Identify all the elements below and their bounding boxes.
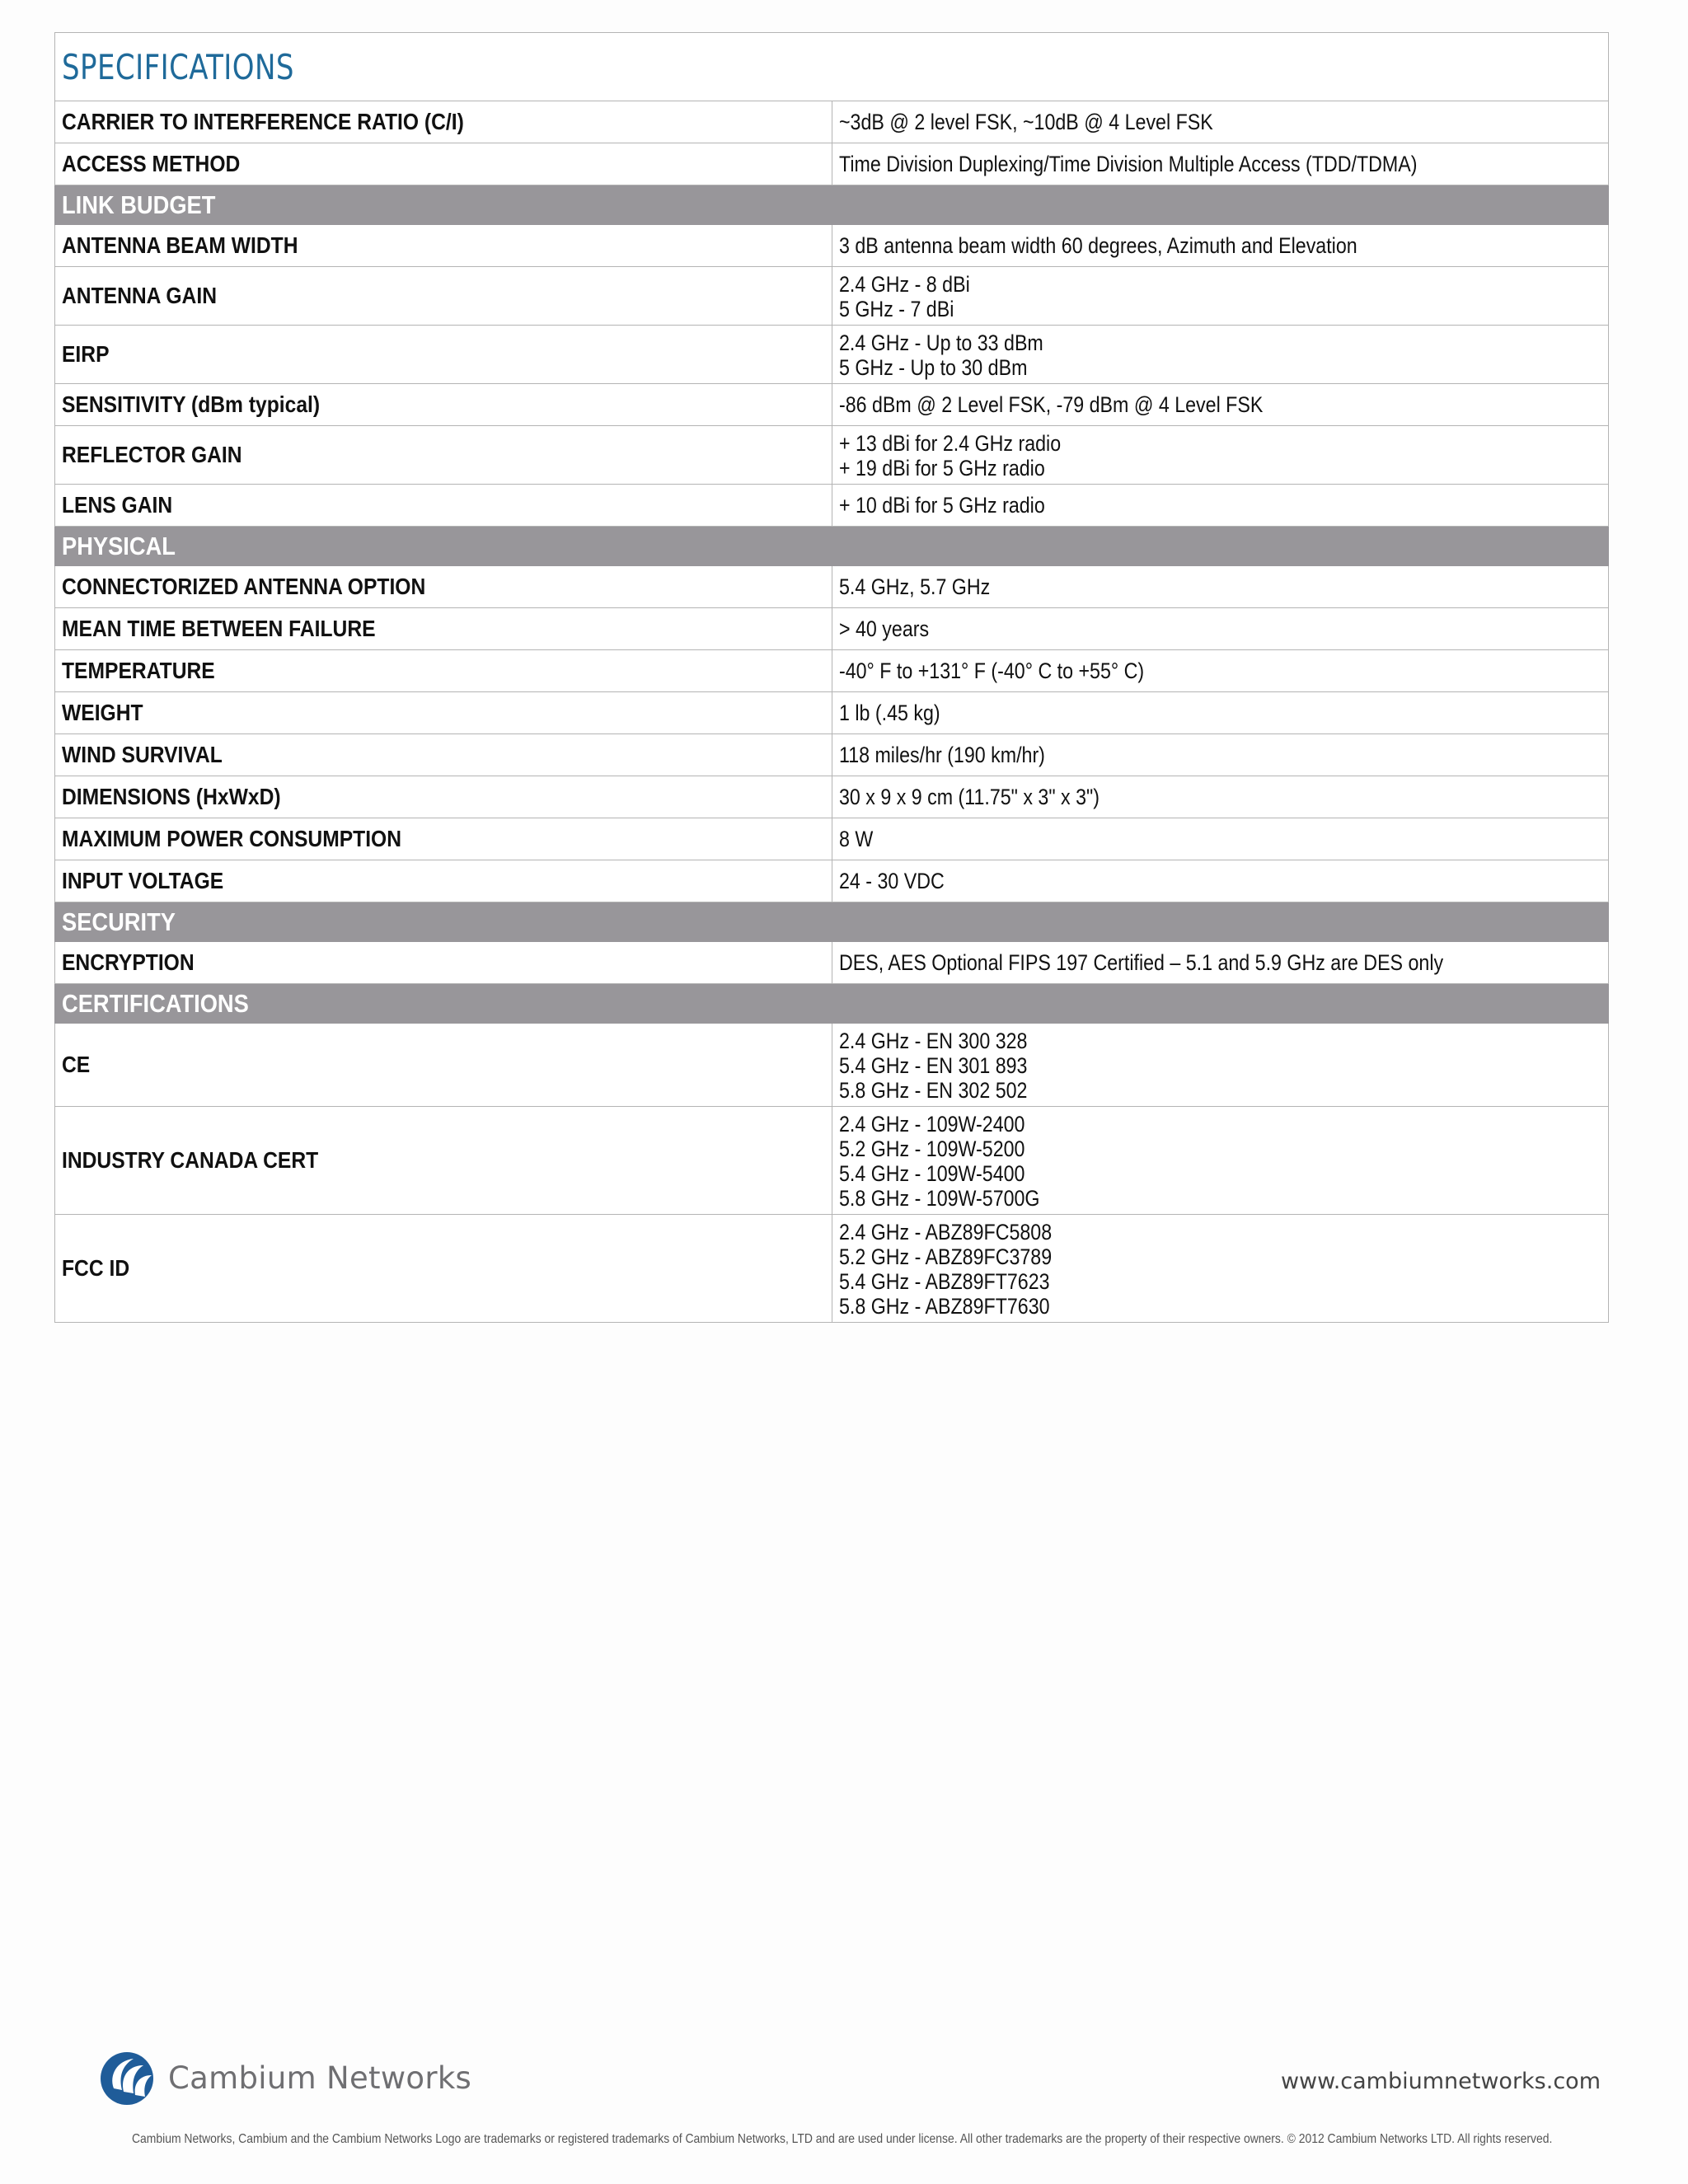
- spec-row-weight: [55, 692, 1609, 734]
- spec-row-lens-gain: [55, 485, 1609, 527]
- brand-name: Cambium Networks: [168, 2060, 472, 2096]
- spec-label-cell: [55, 818, 832, 860]
- spec-label: ENCRYPTION: [62, 949, 195, 975]
- spec-value-line: 5.8 GHz - ABZ89FT7630: [839, 1294, 1050, 1319]
- spec-value-cell: [832, 326, 1609, 384]
- spec-value-cell: [832, 101, 1609, 143]
- spec-value-cell: [832, 225, 1609, 267]
- spec-value-cell: [832, 650, 1609, 692]
- spec-label: CONNECTORIZED ANTENNA OPTION: [62, 574, 426, 599]
- section-header-cell: [55, 902, 1609, 942]
- spec-value: [839, 326, 1043, 383]
- spec-value: [839, 616, 929, 641]
- spec-label-cell: [55, 485, 832, 527]
- spec-value-line: 2.4 GHz - 109W-2400: [839, 1112, 1025, 1137]
- spec-label: ANTENNA GAIN: [62, 283, 217, 308]
- spec-label-cell: [55, 384, 832, 426]
- spec-label: DIMENSIONS (HxWxD): [62, 784, 281, 809]
- spec-value: [839, 1107, 1040, 1214]
- spec-value-line: DES, AES Optional FIPS 197 Certified – 5.1 and 5.9 GHz are DES only: [839, 950, 1444, 975]
- spec-label: INPUT VOLTAGE: [62, 868, 224, 893]
- spec-label-cell: [55, 608, 832, 650]
- spec-value-line: 5.8 GHz - 109W-5700G: [839, 1186, 1040, 1211]
- specifications-table: [54, 32, 1609, 1323]
- spec-value-line: 2.4 GHz - EN 300 328: [839, 1029, 1028, 1053]
- spec-value-line: 5 GHz - 7 dBi: [839, 297, 954, 321]
- section-heading: CERTIFICATIONS: [62, 988, 249, 1018]
- title-cell: [55, 33, 1609, 101]
- section-header-cell: [55, 527, 1609, 566]
- spec-value-cell: [832, 1024, 1609, 1107]
- spec-label: REFLECTOR GAIN: [62, 442, 242, 467]
- spec-value: [839, 152, 1417, 176]
- spec-label-cell: [55, 225, 832, 267]
- spec-value-cell: [832, 143, 1609, 185]
- spec-row-mean-time-between-failure: [55, 608, 1609, 650]
- spec-value-cell: [832, 860, 1609, 902]
- spec-label-cell: [55, 942, 832, 984]
- spec-value: [839, 869, 945, 893]
- spec-label: MAXIMUM POWER CONSUMPTION: [62, 826, 402, 851]
- spec-value-line: 5.4 GHz - ABZ89FT7623: [839, 1269, 1050, 1294]
- spec-value: [839, 267, 970, 325]
- spec-label-cell: [55, 566, 832, 608]
- spec-label: CE: [62, 1052, 91, 1077]
- spec-row-reflector-gain: [55, 426, 1609, 485]
- spec-label: LENS GAIN: [62, 492, 173, 518]
- spec-label-cell: [55, 692, 832, 734]
- spec-label: ACCESS METHOD: [62, 151, 241, 176]
- spec-value: [839, 493, 1045, 518]
- section-header-cell: [55, 984, 1609, 1024]
- spec-value-line: ~3dB @ 2 level FSK, ~10dB @ 4 Level FSK: [839, 110, 1213, 134]
- spec-value-line: 8 W: [839, 827, 874, 851]
- spec-value-cell: [832, 267, 1609, 326]
- section-heading: PHYSICAL: [62, 531, 176, 560]
- cambium-logo-icon: [97, 2047, 157, 2107]
- spec-value: [839, 701, 940, 725]
- spec-label: ANTENNA BEAM WIDTH: [62, 232, 298, 258]
- spec-label-cell: [55, 860, 832, 902]
- spec-label: FCC ID: [62, 1255, 130, 1281]
- spec-value-line: -40° F to +131° F (-40° C to +55° C): [839, 658, 1145, 683]
- spec-value-cell: [832, 734, 1609, 776]
- spec-label-cell: [55, 776, 832, 818]
- spec-value-cell: [832, 942, 1609, 984]
- section-header-security: [55, 902, 1609, 942]
- spec-value: [839, 426, 1061, 484]
- spec-row-antenna-gain: [55, 267, 1609, 326]
- spec-value-line: + 13 dBi for 2.4 GHz radio: [839, 431, 1062, 456]
- spec-label: MEAN TIME BETWEEN FAILURE: [62, 616, 376, 641]
- spec-value: [839, 950, 1443, 975]
- spec-value: [839, 1024, 1027, 1106]
- legal-notice: Cambium Networks, Cambium and the Cambium Networks Logo are trademarks or registered trademarks of Cambium Networks, LTD and are used under license. All other trademarks are the property of their respective owners. © 2012 Cambium Networks LTD. All rights reserved.: [132, 2132, 1553, 2146]
- spec-label: EIRP: [62, 341, 110, 367]
- spec-label-cell: [55, 326, 832, 384]
- spec-value-cell: [832, 485, 1609, 527]
- spec-value-line: + 19 dBi for 5 GHz radio: [839, 456, 1045, 480]
- spec-value-cell: [832, 818, 1609, 860]
- spec-row-input-voltage: [55, 860, 1609, 902]
- spec-value-line: -86 dBm @ 2 Level FSK, -79 dBm @ 4 Level FSK: [839, 392, 1264, 417]
- spec-value-line: 3 dB antenna beam width 60 degrees, Azimuth and Elevation: [839, 233, 1357, 258]
- spec-value-cell: [832, 692, 1609, 734]
- page-title: SPECIFICATIONS: [62, 46, 294, 87]
- spec-label-cell: [55, 426, 832, 485]
- specifications-body: [55, 33, 1609, 1323]
- spec-row-fcc-id: [55, 1215, 1609, 1323]
- spec-label-cell: [55, 1107, 832, 1215]
- spec-label-cell: [55, 1024, 832, 1107]
- spec-row-industry-canada-cert: [55, 1107, 1609, 1215]
- spec-value: [839, 827, 873, 851]
- spec-value-line: 2.4 GHz - Up to 33 dBm: [839, 330, 1043, 355]
- title-row: [55, 33, 1609, 101]
- spec-value-line: 5.4 GHz, 5.7 GHz: [839, 574, 991, 599]
- spec-label-cell: [55, 734, 832, 776]
- spec-label: WEIGHT: [62, 700, 143, 725]
- spec-label: CARRIER TO INTERFERENCE RATIO (C/I): [62, 109, 464, 134]
- section-heading: LINK BUDGET: [62, 190, 216, 219]
- section-header-physical: [55, 527, 1609, 566]
- section-header-link-budget: [55, 185, 1609, 225]
- spec-value-line: 5.2 GHz - ABZ89FC3789: [839, 1244, 1053, 1269]
- spec-value-cell: [832, 776, 1609, 818]
- spec-value-line: 5.4 GHz - EN 301 893: [839, 1053, 1028, 1078]
- spec-label-cell: [55, 143, 832, 185]
- spec-label-cell: [55, 1215, 832, 1323]
- spec-value: [839, 1215, 1052, 1322]
- spec-value-line: 2.4 GHz - ABZ89FC5808: [839, 1220, 1053, 1244]
- spec-value-line: 2.4 GHz - 8 dBi: [839, 272, 970, 297]
- spec-label: WIND SURVIVAL: [62, 742, 223, 767]
- spec-value-line: > 40 years: [839, 616, 930, 641]
- spec-row-wind-survival: [55, 734, 1609, 776]
- spec-value-line: 5.4 GHz - 109W-5400: [839, 1161, 1025, 1186]
- spec-label: INDUSTRY CANADA CERT: [62, 1147, 319, 1173]
- spec-value-line: 30 x 9 x 9 cm (11.75" x 3" x 3"): [839, 785, 1100, 809]
- section-heading: SECURITY: [62, 907, 176, 936]
- spec-value-cell: [832, 608, 1609, 650]
- spec-value-line: 5.8 GHz - EN 302 502: [839, 1078, 1028, 1103]
- spec-value: [839, 110, 1213, 134]
- spec-value-cell: [832, 384, 1609, 426]
- spec-value: [839, 233, 1357, 258]
- spec-label: TEMPERATURE: [62, 658, 215, 683]
- spec-value-line: + 10 dBi for 5 GHz radio: [839, 493, 1045, 518]
- spec-row-maximum-power-consumption: [55, 818, 1609, 860]
- spec-value-line: 118 miles/hr (190 km/hr): [839, 743, 1045, 767]
- spec-value-cell: [832, 566, 1609, 608]
- spec-value: [839, 392, 1263, 417]
- spec-row-temperature: [55, 650, 1609, 692]
- website-link[interactable]: www.cambiumnetworks.com: [1280, 2069, 1601, 2094]
- spec-row-sensitivity-dbm-typical: [55, 384, 1609, 426]
- spec-label: SENSITIVITY (dBm typical): [62, 391, 321, 417]
- spec-value-cell: [832, 1107, 1609, 1215]
- spec-value-line: 5.2 GHz - 109W-5200: [839, 1137, 1025, 1161]
- spec-value: [839, 658, 1144, 683]
- spec-row-connectorized-antenna-option: [55, 566, 1609, 608]
- spec-value-cell: [832, 1215, 1609, 1323]
- spec-row-dimensions-hxwxd: [55, 776, 1609, 818]
- spec-value: [839, 574, 990, 599]
- spec-value: [839, 785, 1100, 809]
- spec-row-ce: [55, 1024, 1609, 1107]
- spec-value-line: 1 lb (.45 kg): [839, 701, 940, 725]
- spec-row-access-method: [55, 143, 1609, 185]
- spec-label-cell: [55, 650, 832, 692]
- spec-label-cell: [55, 267, 832, 326]
- spec-row-carrier-to-interference-ratio-c-i: [55, 101, 1609, 143]
- spec-row-eirp: [55, 326, 1609, 384]
- section-header-cell: [55, 185, 1609, 225]
- section-header-certifications: [55, 984, 1609, 1024]
- spec-label-cell: [55, 101, 832, 143]
- spec-row-encryption: [55, 942, 1609, 984]
- spec-value-cell: [832, 426, 1609, 485]
- spec-value: [839, 743, 1045, 767]
- spec-value-line: 5 GHz - Up to 30 dBm: [839, 355, 1028, 380]
- spec-row-antenna-beam-width: [55, 225, 1609, 267]
- spec-value-line: Time Division Duplexing/Time Division Multiple Access (TDD/TDMA): [839, 152, 1418, 176]
- spec-value-line: 24 - 30 VDC: [839, 869, 945, 893]
